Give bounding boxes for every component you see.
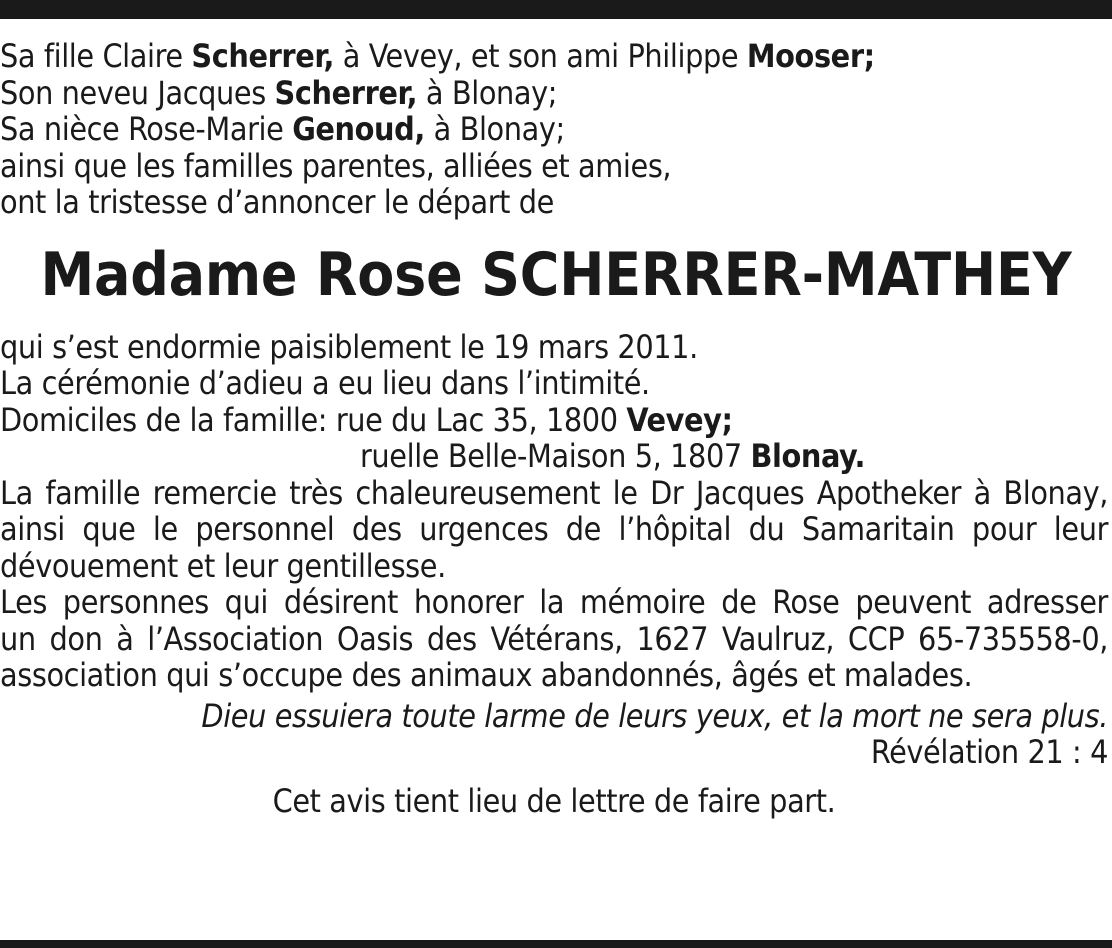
- surname: Mooser;: [746, 37, 875, 75]
- donation-line-2: un don à l’Association Oasis des Vétérans, 1627 Vaulruz, CCP 65-735558-0,: [0, 619, 1108, 658]
- thanks-line-3: dévouement et leur gentillesse.: [0, 546, 446, 585]
- surname: Genoud,: [292, 110, 425, 148]
- bottom-rule: [0, 940, 1112, 948]
- donation-line-3: association qui s’occupe des animaux abandonnés, âgés et malades.: [0, 656, 973, 694]
- domicile-city: Blonay.: [750, 437, 865, 475]
- surname: Scherrer,: [191, 37, 334, 75]
- obituary-notice: [0, 38, 1108, 819]
- top-rule: [0, 0, 1112, 19]
- details-line-passing: qui s’est endormie paisiblement le 19 mars 2011.: [0, 327, 698, 366]
- intro-line-nephew: Son neveu Jacques Scherrer, à Blonay;: [0, 73, 558, 112]
- details-line-ceremony: La cérémonie d’adieu a eu lieu dans l’intimité.: [0, 364, 650, 402]
- bible-verse: Dieu essuiera toute larme de leurs yeux, et la mort ne sera plus.: [201, 696, 1108, 735]
- domicile-line-2: ruelle Belle-Maison 5, 1807 Blonay.: [360, 437, 865, 475]
- thanks-line-1: La famille remercie très chaleureusement le Dr Jacques Apotheker à Blonay,: [0, 473, 1108, 512]
- verse-reference: Révélation 21 : 4: [870, 733, 1108, 771]
- intro-line-announce: ont la tristesse d’annoncer le départ de: [0, 183, 555, 221]
- thanks-line-2: ainsi que le personnel des urgences de l’hôpital du Samaritain pour leur: [0, 510, 1108, 548]
- closing-note: Cet avis tient lieu de lettre de faire part.: [272, 781, 836, 820]
- deceased-name: Madame Rose SCHERRER-MATHEY: [40, 239, 1072, 310]
- intro-line-families: ainsi que les familles parentes, alliées et amies,: [0, 146, 672, 185]
- intro-line-daughter: Sa fille Claire Scherrer, à Vevey, et son ami Philippe Mooser;: [0, 37, 875, 75]
- surname: Scherrer,: [274, 73, 418, 112]
- intro-line-niece: Sa nièce Rose-Marie Genoud, à Blonay;: [0, 110, 565, 148]
- domicile-city: Vevey;: [626, 400, 733, 439]
- domicile-line-1: Domiciles de la famille: rue du Lac 35, 1800 Vevey;: [0, 400, 733, 439]
- donation-line-1: Les personnes qui désirent honorer la mémoire de Rose peuvent adresser: [0, 583, 1108, 621]
